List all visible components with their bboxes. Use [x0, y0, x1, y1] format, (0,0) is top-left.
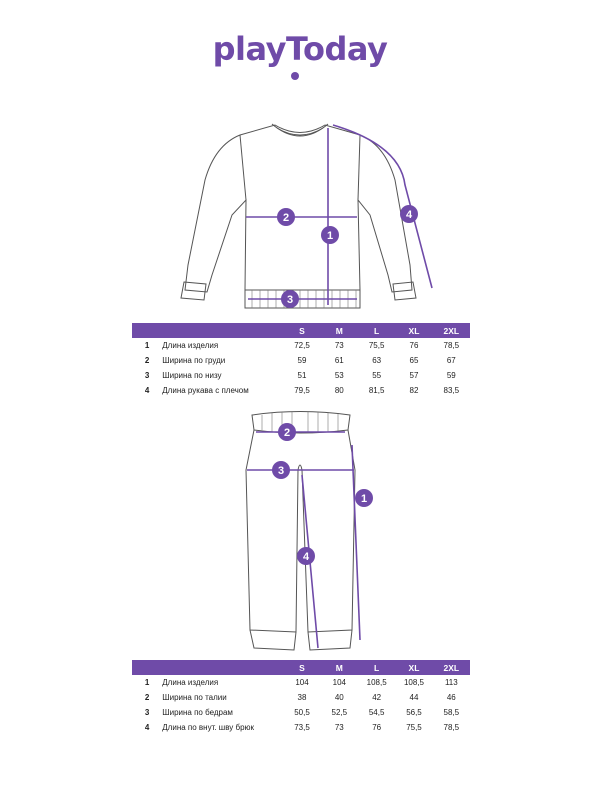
- table-row: [132, 383, 470, 398]
- cell-value: 78,5: [443, 723, 460, 732]
- cell-value: 72,5: [294, 341, 310, 350]
- cell-value: 76: [409, 341, 419, 350]
- row-label: Ширина по низу: [162, 371, 222, 380]
- cell-value: 82: [409, 386, 419, 395]
- cell-value: 44: [409, 693, 419, 702]
- cell-value: 78,5: [443, 341, 460, 350]
- cell-value: 55: [372, 371, 382, 380]
- row-label: Ширина по бедрам: [162, 708, 233, 717]
- table-row: [132, 353, 470, 368]
- badge-2: 2: [282, 212, 290, 224]
- cell-value: 81,5: [368, 386, 385, 395]
- row-label: Длина рукава с плечом: [162, 386, 249, 395]
- header-size-s: S: [283, 660, 320, 675]
- pants-badges: [272, 423, 373, 565]
- cell-value: 40: [334, 693, 344, 702]
- row-number: 2: [144, 356, 150, 365]
- sweatshirt-diagram: [0, 0, 600, 320]
- row-number: 1: [144, 341, 150, 350]
- table-row: [132, 705, 470, 720]
- cell-value: 54,5: [368, 708, 385, 717]
- row-label: Длина изделия: [162, 341, 219, 350]
- header-size-xl: XL: [395, 323, 432, 338]
- cell-value: 83,5: [443, 386, 460, 395]
- header-size-2xl: 2XL: [433, 323, 470, 338]
- table-row: [132, 675, 470, 690]
- header-size-m: M: [321, 323, 358, 338]
- cell-value: 75,5: [406, 723, 422, 732]
- table-row: [132, 720, 470, 735]
- row-label: Ширина по талии: [162, 693, 227, 702]
- table-row: [132, 368, 470, 383]
- pants-diagram: [0, 400, 600, 660]
- cell-value: 67: [446, 356, 456, 365]
- badge-4: 4: [302, 551, 310, 563]
- row-number: 1: [144, 678, 150, 687]
- sweatshirt-size-table: [132, 323, 470, 398]
- cell-value: 50,5: [294, 708, 310, 717]
- cell-value: 58,5: [443, 708, 460, 717]
- row-number: 3: [144, 371, 150, 380]
- cell-value: 75,5: [368, 341, 385, 350]
- header-size-l: L: [358, 660, 395, 675]
- cell-value: 104: [332, 678, 346, 687]
- cell-value: 61: [334, 356, 344, 365]
- header-size-l: L: [358, 323, 395, 338]
- header-size-2xl: 2XL: [433, 660, 470, 675]
- cell-value: 53: [334, 371, 344, 380]
- table-header-blank: [132, 660, 283, 675]
- cell-value: 59: [297, 356, 307, 365]
- badge-3: 3: [277, 465, 285, 477]
- table-row: [132, 338, 470, 353]
- badge-1: 1: [360, 493, 368, 505]
- cell-value: 51: [297, 371, 307, 380]
- cell-value: 57: [409, 371, 419, 380]
- cell-value: 108,5: [366, 678, 387, 687]
- cell-value: 73: [334, 341, 344, 350]
- cell-value: 65: [409, 356, 419, 365]
- cell-value: 104: [295, 678, 309, 687]
- row-label: Длина по внут. шву брюк: [162, 723, 255, 732]
- cell-value: 113: [444, 678, 458, 687]
- badge-4: 4: [405, 209, 413, 221]
- cell-value: 76: [372, 723, 382, 732]
- cell-value: 46: [446, 693, 456, 702]
- row-number: 2: [144, 693, 150, 702]
- table-row: [132, 690, 470, 705]
- cell-value: 52,5: [331, 708, 348, 717]
- badge-2: 2: [283, 427, 291, 439]
- brand-logo: playToday: [212, 30, 388, 68]
- cell-value: 108,5: [403, 678, 424, 687]
- cell-value: 38: [297, 693, 307, 702]
- row-number: 4: [144, 723, 150, 732]
- table-header-blank: [132, 323, 283, 338]
- row-number: 4: [144, 386, 150, 395]
- cell-value: 73: [334, 723, 344, 732]
- cell-value: 79,5: [294, 386, 310, 395]
- row-number: 3: [144, 708, 150, 717]
- pants-size-table: [132, 660, 470, 735]
- cell-value: 63: [372, 356, 382, 365]
- cell-value: 56,5: [406, 708, 422, 717]
- row-label: Длина изделия: [162, 678, 219, 687]
- header-size-xl: XL: [395, 660, 432, 675]
- cell-value: 73,5: [294, 723, 310, 732]
- cell-value: 59: [446, 371, 456, 380]
- row-label: Ширина по груди: [162, 356, 226, 365]
- badge-1: 1: [326, 230, 334, 242]
- header-size-m: M: [321, 660, 358, 675]
- header-size-s: S: [283, 323, 320, 338]
- cell-value: 80: [334, 386, 344, 395]
- sweatshirt-badges: [277, 205, 418, 308]
- cell-value: 42: [372, 693, 382, 702]
- badge-3: 3: [286, 294, 294, 306]
